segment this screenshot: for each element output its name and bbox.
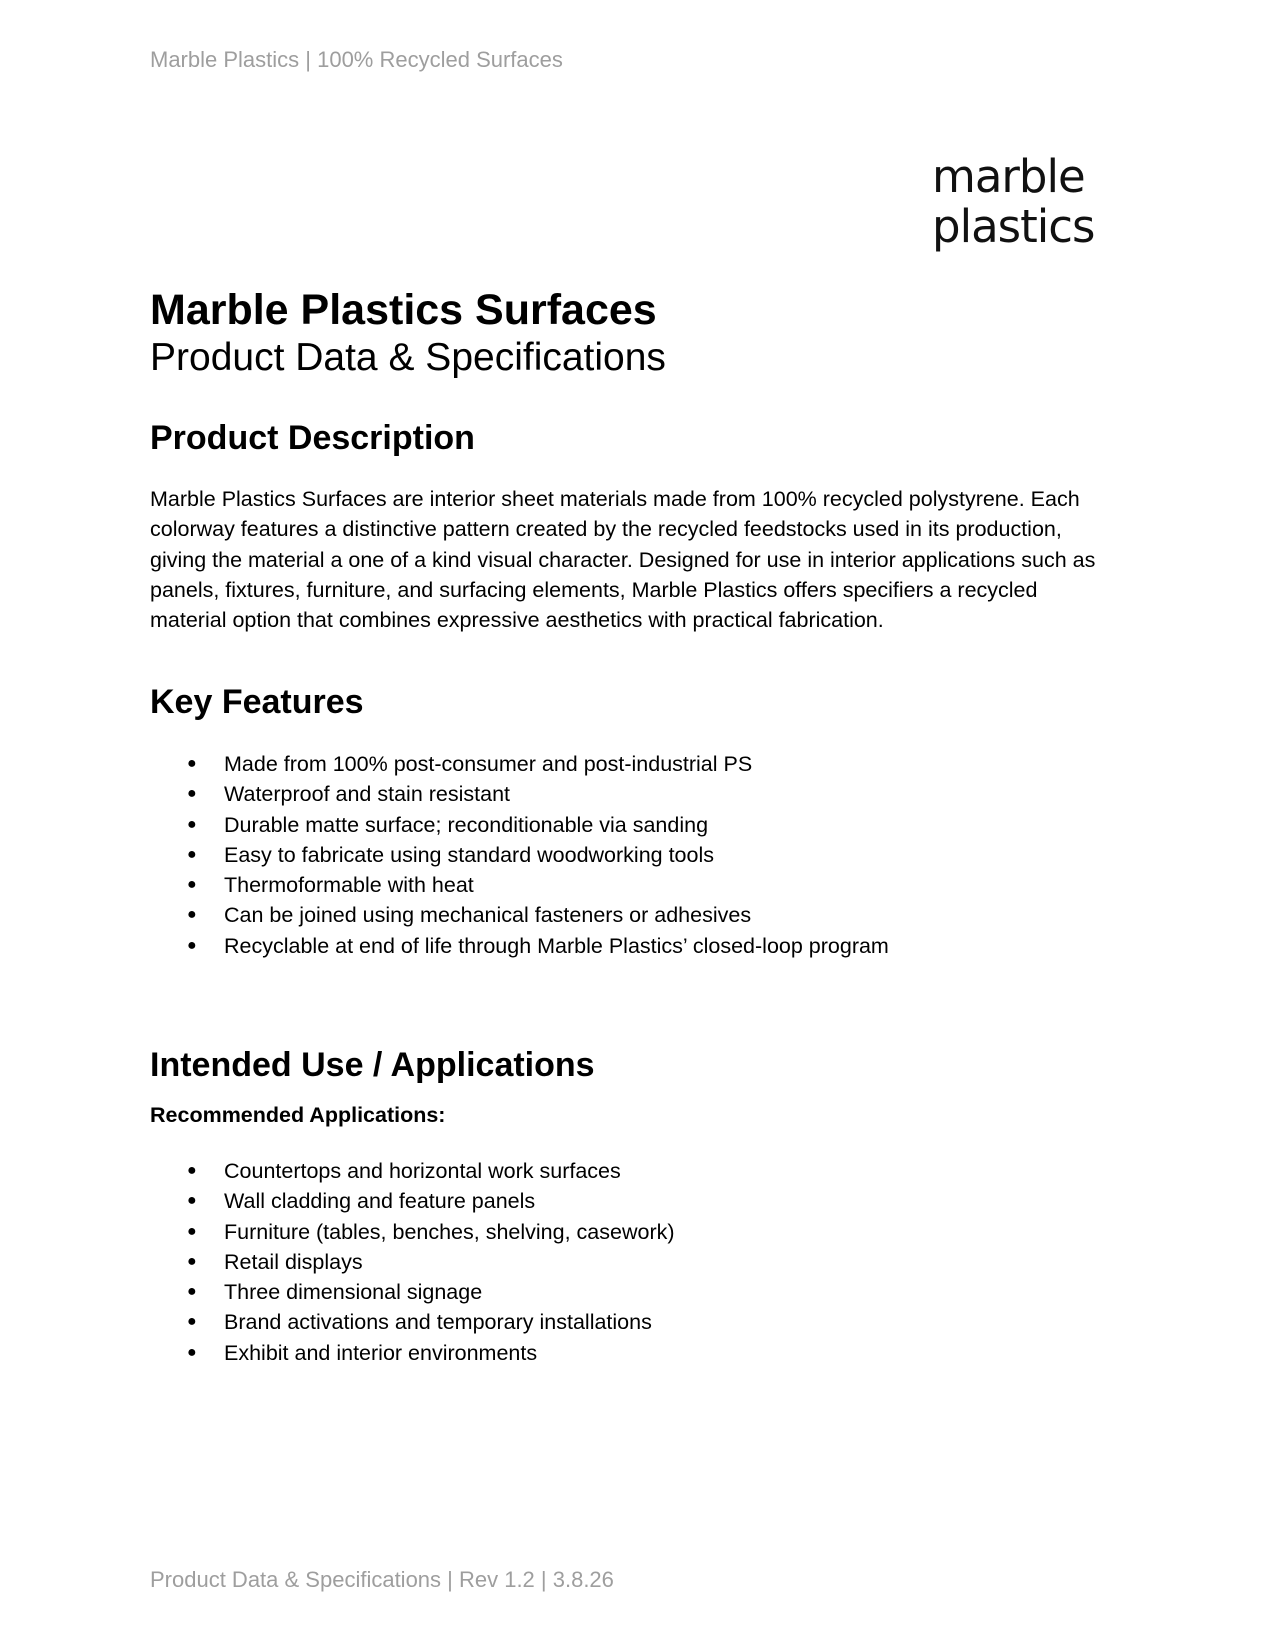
logo-line-2: plastics xyxy=(932,200,1095,253)
list-item: ● Thermoformable with heat xyxy=(150,870,889,900)
list-item: ● Can be joined using mechanical fasteners or adhesives xyxy=(150,900,889,930)
list-item: ● Exhibit and interior environments xyxy=(150,1338,675,1368)
list-item: ● Three dimensional signage xyxy=(150,1277,675,1307)
list-item: ● Wall cladding and feature panels xyxy=(150,1186,675,1216)
list-item: ● Easy to fabricate using standard woodworking tools xyxy=(150,840,889,870)
document-title: Marble Plastics Surfaces xyxy=(150,286,657,334)
list-item: ● Durable matte surface; reconditionable via sanding xyxy=(150,810,889,840)
applications-list xyxy=(150,1156,675,1368)
list-item: ● Countertops and horizontal work surfaces xyxy=(150,1156,675,1186)
list-item: ● Made from 100% post-consumer and post-industrial PS xyxy=(150,749,889,779)
list-item: ● Furniture (tables, benches, shelving, casework) xyxy=(150,1217,675,1247)
page-footer: Product Data & Specifications | Rev 1.2 | 3.8.26 xyxy=(150,1567,614,1592)
description-paragraph: Marble Plastics Surfaces are interior sheet materials made from 100% recycled polystyrene. Each colorway features a distinctive pattern created by the recycled feedstocks used in its production, giving the material a one of a kind visual character. Designed for use in interior applications such as panels, fixtures, furniture, and surfacing elements, Marble Plastics offers specifiers a recycled material option that combines expressive aesthetics with practical fabrication. xyxy=(150,487,1096,633)
section-heading-description: Product Description xyxy=(150,419,475,457)
section-heading-applications: Intended Use / Applications xyxy=(150,1046,595,1084)
recommended-applications-label: Recommended Applications: xyxy=(150,1103,446,1127)
title-block xyxy=(150,285,666,381)
list-item: ● Brand activations and temporary installations xyxy=(150,1307,675,1337)
page-header: Marble Plastics | 100% Recycled Surfaces xyxy=(150,47,563,72)
list-item: ● Recyclable at end of life through Marble Plastics’ closed-loop program xyxy=(150,931,889,961)
document-subtitle: Product Data & Specifications xyxy=(150,336,666,379)
features-list xyxy=(150,749,889,961)
list-item: ● Retail displays xyxy=(150,1247,675,1277)
brand-logo xyxy=(932,152,1094,252)
list-item: ● Waterproof and stain resistant xyxy=(150,779,889,809)
logo-line-1: marble xyxy=(932,150,1085,203)
section-heading-features: Key Features xyxy=(150,683,364,721)
